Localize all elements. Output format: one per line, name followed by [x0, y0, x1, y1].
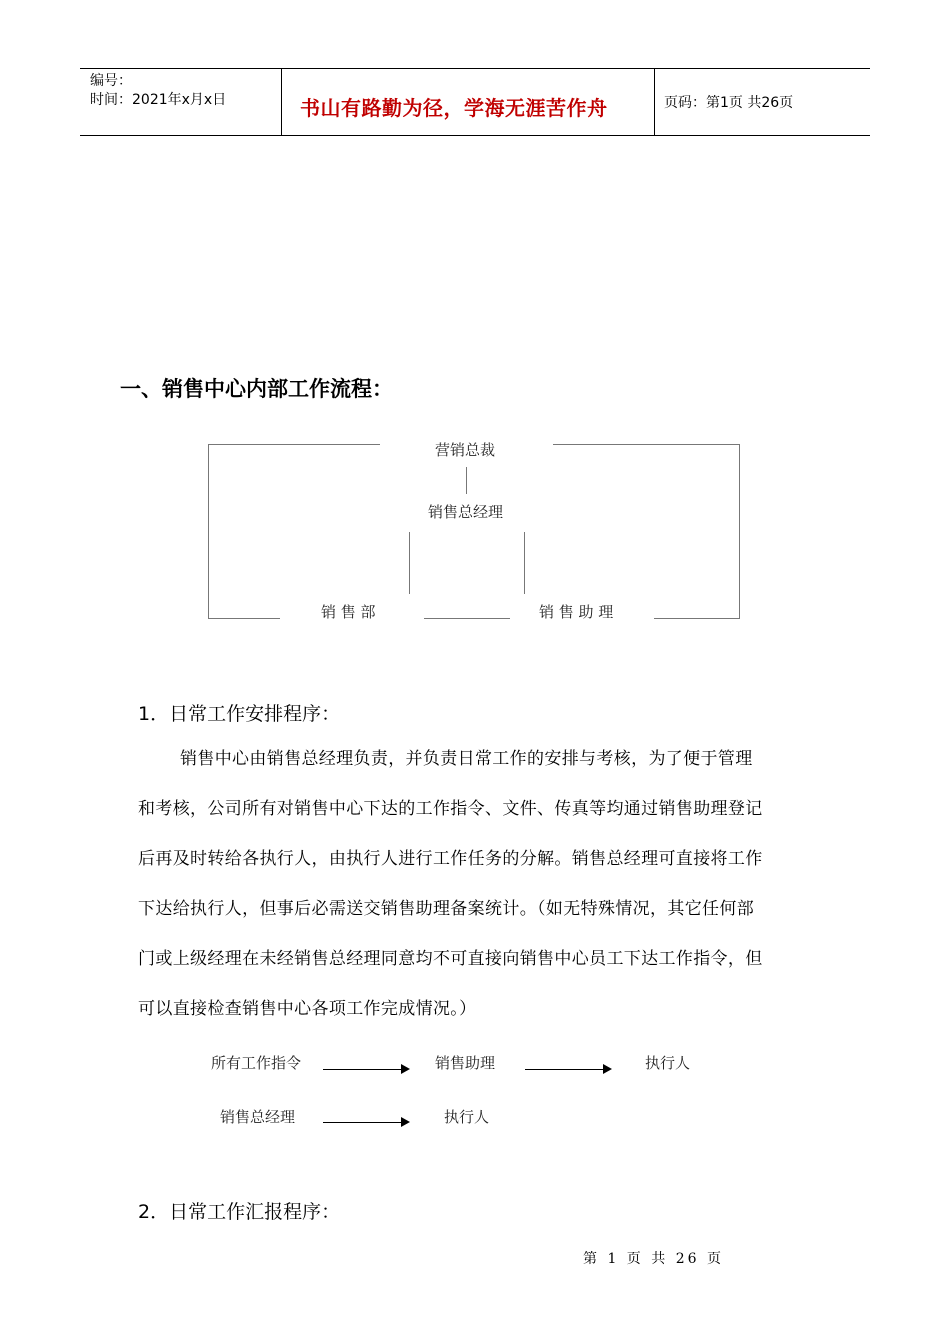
- header-bottom-border: [80, 135, 870, 136]
- subsection-heading-2: 2．日常工作汇报程序：: [138, 1201, 341, 1223]
- header-page-label: 页码：第1页 共26页: [664, 95, 794, 111]
- paragraph-line: 和考核，公司所有对销售中心下达的工作指令、文件、传真等均通过销售助理登记: [138, 799, 763, 819]
- org-frame-top-left: [208, 444, 380, 445]
- arrow-right-icon: [401, 1064, 410, 1074]
- org-frame-bottom-left: [208, 618, 280, 619]
- org-frame-left: [208, 444, 209, 618]
- paragraph-line: 下达给执行人，但事后必需送交销售助理备案统计。（如无特殊情况，其它任何部: [138, 899, 755, 919]
- flow-node-general-manager: 销售总经理: [220, 1108, 296, 1126]
- arrow-right-icon: [603, 1064, 612, 1074]
- arrow-right-icon: [401, 1117, 410, 1127]
- paragraph-line: 后再及时转给各执行人，由执行人进行工作任务的分解。销售总经理可直接将工作: [138, 849, 763, 869]
- org-connector-right: [524, 532, 525, 594]
- section-title: 一、销售中心内部工作流程：: [120, 377, 393, 401]
- org-frame-top-right: [553, 444, 740, 445]
- paragraph-line: 销售中心由销售总经理负责，并负责日常工作的安排与考核，为了便于管理: [180, 749, 753, 769]
- flow-node-executor: 执行人: [444, 1108, 490, 1126]
- org-node-sales-assistant: 销 售 助 理: [539, 603, 614, 621]
- header-motto: 书山有路勤为径，学海无涯苦作舟: [300, 96, 608, 120]
- org-frame-bottom-right: [654, 618, 740, 619]
- flow-node-all-instructions: 所有工作指令: [211, 1054, 302, 1072]
- paragraph-line: 门或上级经理在未经销售总经理同意均不可直接向销售中心员工下达工作指令，但: [138, 949, 763, 969]
- paragraph-work-arrangement: [138, 734, 838, 1034]
- org-node-sales-dept: 销 售 部: [321, 603, 376, 621]
- flow-arrow-shaft: [323, 1069, 403, 1070]
- flow-arrow-shaft: [323, 1122, 403, 1123]
- flow-node-sales-assistant: 销售助理: [435, 1054, 496, 1072]
- header-divider-left: [281, 68, 282, 136]
- org-frame-right: [739, 444, 740, 618]
- paragraph-line: 可以直接检查销售中心各项工作完成情况。）: [138, 999, 477, 1019]
- document-number-label: 编号：: [90, 73, 132, 89]
- subsection-heading-1: 1．日常工作安排程序：: [138, 703, 341, 725]
- header-divider-right: [654, 68, 655, 136]
- org-node-president: 营销总裁: [435, 441, 496, 459]
- document-date-label: 时间：2021年x月x日: [90, 92, 227, 108]
- org-connector-left: [409, 532, 410, 594]
- header-top-border: [80, 68, 870, 69]
- flow-arrow-shaft: [525, 1069, 605, 1070]
- page-footer: 第 1 页 共 26 页: [583, 1251, 724, 1267]
- org-node-general-manager: 销售总经理: [428, 503, 504, 521]
- org-frame-bottom-middle: [424, 618, 510, 619]
- org-connector-top: [466, 467, 467, 494]
- flow-node-executor: 执行人: [645, 1054, 691, 1072]
